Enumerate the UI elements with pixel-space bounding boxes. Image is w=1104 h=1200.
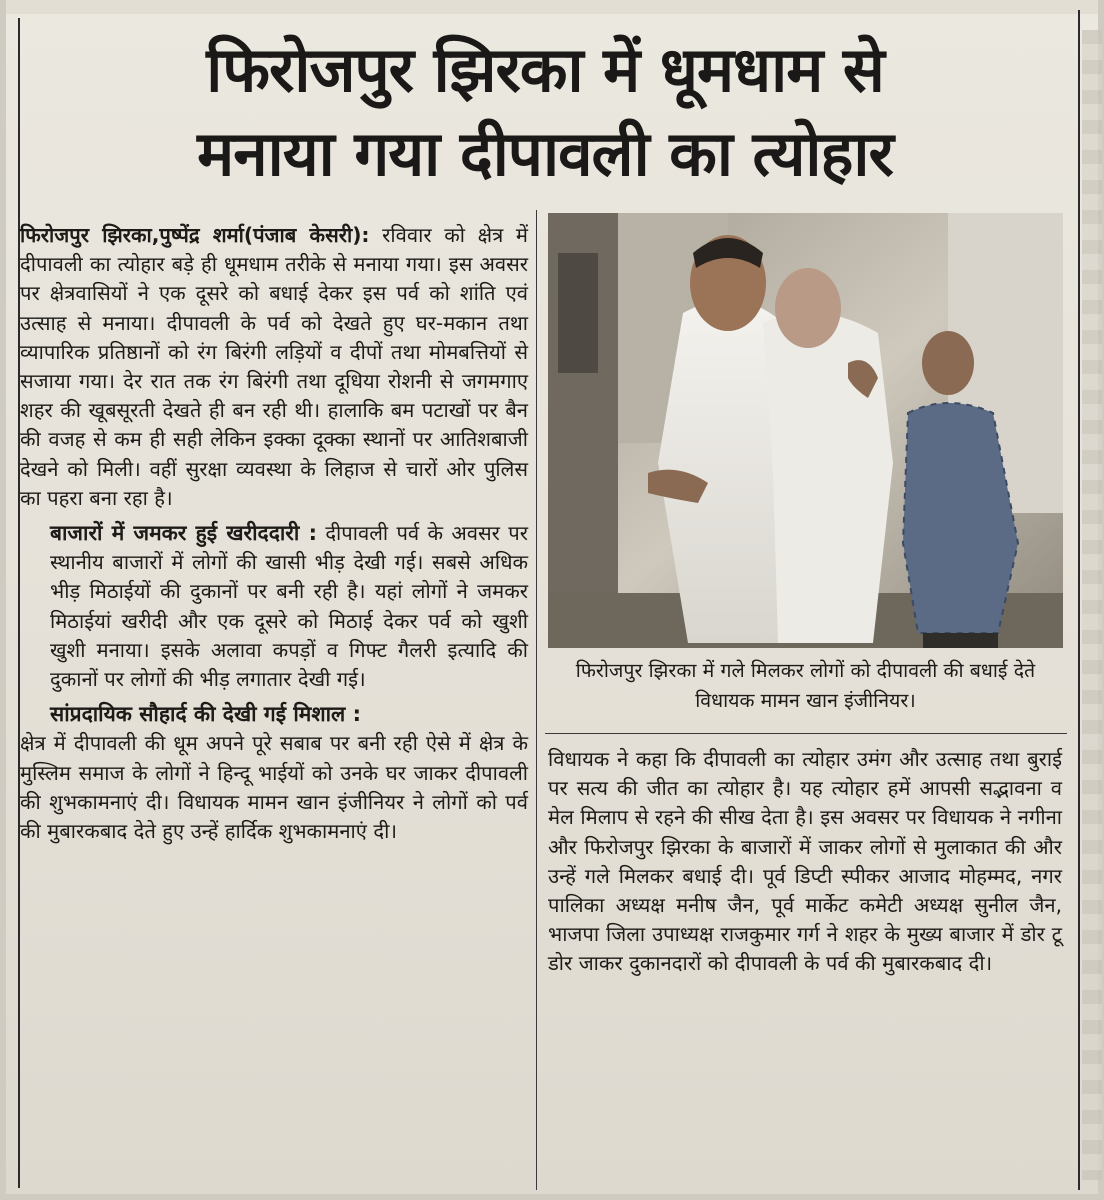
dateline: फिरोजपुर झिरका,पुष्पेंद्र शर्मा(पंजाब केसरी): (20, 223, 370, 247)
headline-line-1: फिरोजपुर झिरका में धूमधाम से (206, 33, 884, 106)
paragraph-3: क्षेत्र में दीपावली की धूम अपने पूरे सबाब पर बनी रही ऐसे में क्षेत्र के मुस्लिम समाज के लोगों ने हिन्दू भाईयों को उनके घर जाकर दीपावली की शुभकामनाएं दी। विधायक मामन खान इंजीनियर ने लोगों को पर्व की मुबारकबाद देते हुए उन्हें हार्दिक शुभकामनाएं दी। (20, 731, 528, 844)
headline (30, 28, 1060, 196)
paragraph-1: रविवार को क्षेत्र में दीपावली का त्योहार बड़े ही धूमधाम तरीके से मनाया गया। इस अवसर पर क्षेत्रवासियों ने एक दूसरे को बधाई देकर इस पर्व को शांति एवं उत्साह से मनाया। दीपावली के पर्व को देखते हुए घर-मकान तथा व्यापारिक प्रतिष्ठानों को रंग बिरंगी लड़ियों व दीपों तथा मोमबत्तियों से सजाया गया। देर रात तक रंग बिरंगी तथा दूधिया रोशनी से जगमगाए शहर की खूबसूरती देखते ही बन रही थी। हालाकि बम पटाखों पर बैन की वजह से कम ही सही लेकिन इक्का दूक्का स्थानों पर आतिशबाजी देखने को मिली। वहीं सुरक्षा व्यवस्था के लिहाज से चारों ओर पुलिस का पहरा बना रहा है। (20, 223, 529, 510)
photo-illustration (548, 213, 1063, 648)
subhead-harmony: सांप्रदायिक सौहार्द की देखी गई मिशाल : (50, 702, 361, 727)
subhead-shopping: बाजारों में जमकर हुई खरीददारी : (50, 521, 317, 546)
column-rule-middle (536, 210, 537, 1190)
paragraph-4: विधायक ने कहा कि दीपावली का त्योहार उमंग और उत्साह तथा बुराई पर सत्य की जीत का त्योहार है। यह त्योहार हमें आपसी सद्भावना व मेल मिलाप से रहने की सीख देता है। इस अवसर पर विधायक ने नगीना और फिरोजपुर झिरका के बाजारों में जाकर लोगों से मुलाकात की और उन्हें गले मिलकर बधाई दी। पूर्व डिप्टी स्पीकर आजाद मोहम्मद, नगर पालिका अध्यक्ष मनीष जैन, पूर्व मार्केट कमेटी अध्यक्ष सुनील जैन, भाजपा जिला उपाध्यक्ष राजकुमार गर्ग ने शहर के मुख्य बाजार में डोर टू डोर जाकर दुकानदारों को दीपावली के पर्व की मुबारकबाद दी। (548, 747, 1062, 976)
news-photo (548, 213, 1063, 648)
top-strip (6, 0, 1098, 14)
article-column-left (20, 221, 528, 846)
article-column-right (548, 745, 1062, 979)
headline-line-2: मनाया गया दीपावली का त्योहार (197, 117, 893, 190)
photo-caption: फिरोजपुर झिरका में गले मिलकर लोगों को दीपावली की बधाई देते विधायक मामन खान इंजीनियर। (575, 659, 1036, 712)
paragraph-2: दीपावली पर्व के अवसर पर स्थानीय बाजारों में लोगों की खासी भीड़ देखी गई। सबसे अधिक भीड़ मिठाईयों की दुकानों पर बनी रही है। यहां लोगों ने जमकर मिठाईयां खरीदी और एक दूसरे को मिठाई देकर पर्व को खुशी खुशी मनाया। इसके अलावा कपड़ों व गिफ्ट गैलरी इत्यादि की दुकानों पर लोगों की भीड़ लगातार देखी गई। (50, 521, 528, 692)
adjacent-page-edge (1082, 30, 1102, 1180)
column-rule-right (1078, 10, 1080, 1190)
caption-rule (545, 733, 1067, 734)
